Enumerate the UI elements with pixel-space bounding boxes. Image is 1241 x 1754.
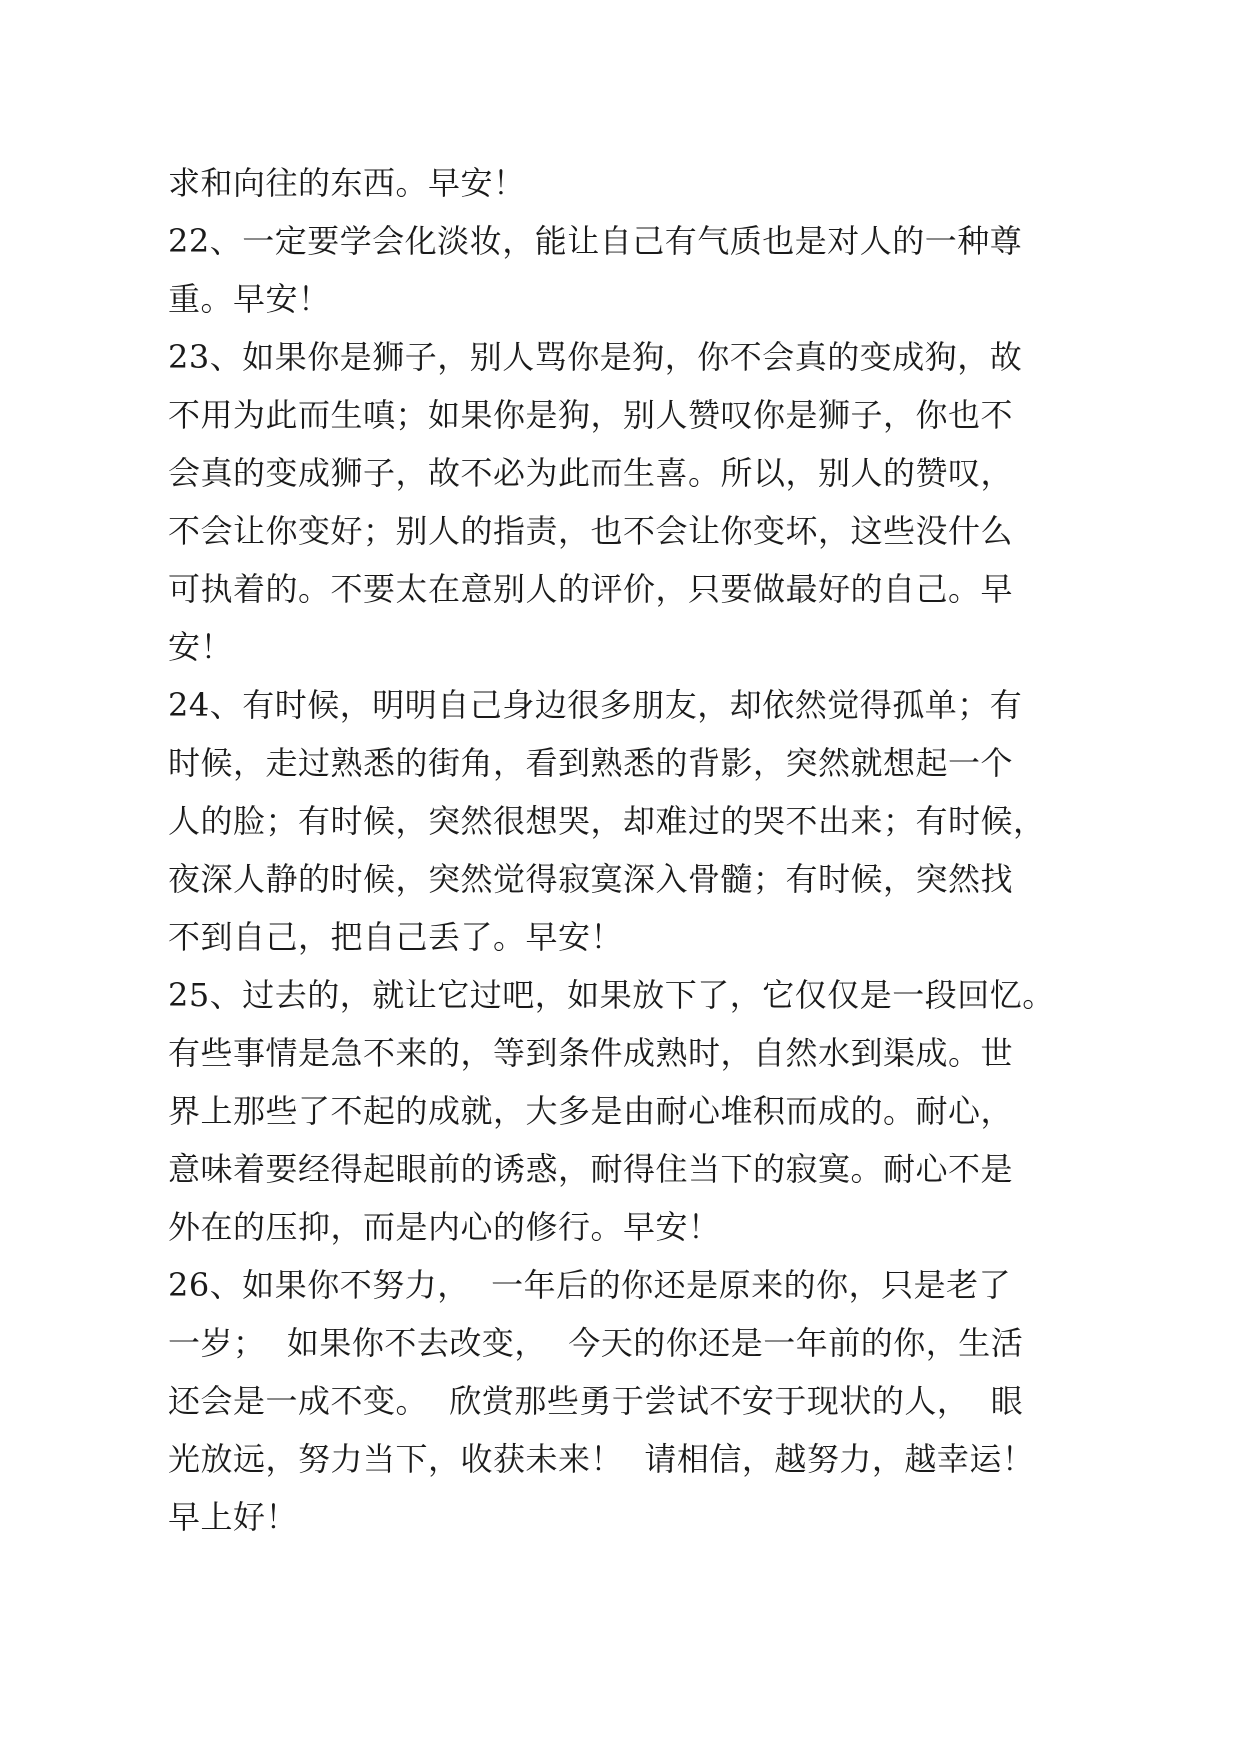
- text-line: 安！: [168, 628, 234, 666]
- text-line: 还会是一成不变。 欣赏那些勇于尝试不安于现状的人， 眼: [168, 1382, 1024, 1420]
- text-line: 有些事情是急不来的，等到条件成熟时，自然水到渠成。世: [168, 1034, 1014, 1072]
- text-line: 不到自己，把自己丢了。早安！: [168, 918, 624, 956]
- text-line: 不会让你变好；别人的指责，也不会让你变坏，这些没什么: [168, 512, 1014, 550]
- text-line: 会真的变成狮子，故不必为此而生喜。所以，别人的赞叹，: [168, 454, 1014, 492]
- text-line-quote-22-start: 22、一定要学会化淡妆，能让自己有气质也是对人的一种尊: [168, 222, 1023, 260]
- text-line: 夜深人静的时候，突然觉得寂寞深入骨髓；有时候，突然找: [168, 860, 1014, 898]
- text-line: 外在的压抑，而是内心的修行。早安！: [168, 1208, 721, 1246]
- text-line-quote-26-start: 26、如果你不努力， 一年后的你还是原来的你，只是老了: [168, 1266, 1012, 1304]
- text-line: 光放远，努力当下，收获未来！ 请相信，越努力，越幸运！: [168, 1440, 1035, 1478]
- text-line-quote-24-start: 24、有时候，明明自己身边很多朋友，却依然觉得孤单；有: [168, 686, 1023, 724]
- text-line-quote-23-start: 23、如果你是狮子，别人骂你是狗，你不会真的变成狗，故: [168, 338, 1023, 376]
- text-block: [168, 154, 1078, 1546]
- text-line: 重。早安！: [168, 280, 331, 318]
- text-line: 不用为此而生嗔；如果你是狗，别人赞叹你是狮子，你也不: [168, 396, 1014, 434]
- text-line: 人的脸；有时候，突然很想哭，却难过的哭不出来；有时候，: [168, 802, 1046, 840]
- text-line-quote-25-start: 25、过去的，就让它过吧，如果放下了，它仅仅是一段回忆。: [168, 976, 1055, 1014]
- text-line: 意味着要经得起眼前的诱惑，耐得住当下的寂寞。耐心不是: [168, 1150, 1014, 1188]
- text-line: 求和向往的东西。早安！: [168, 164, 526, 202]
- text-line: 早上好！: [168, 1498, 299, 1536]
- text-line: 时候，走过熟悉的街角，看到熟悉的背影，突然就想起一个: [168, 744, 1014, 782]
- text-line: 一岁； 如果你不去改变， 今天的你还是一年前的你，生活: [168, 1324, 1024, 1362]
- text-line: 可执着的。不要太在意别人的评价，只要做最好的自己。早: [168, 570, 1014, 608]
- text-line: 界上那些了不起的成就，大多是由耐心堆积而成的。耐心，: [168, 1092, 1014, 1130]
